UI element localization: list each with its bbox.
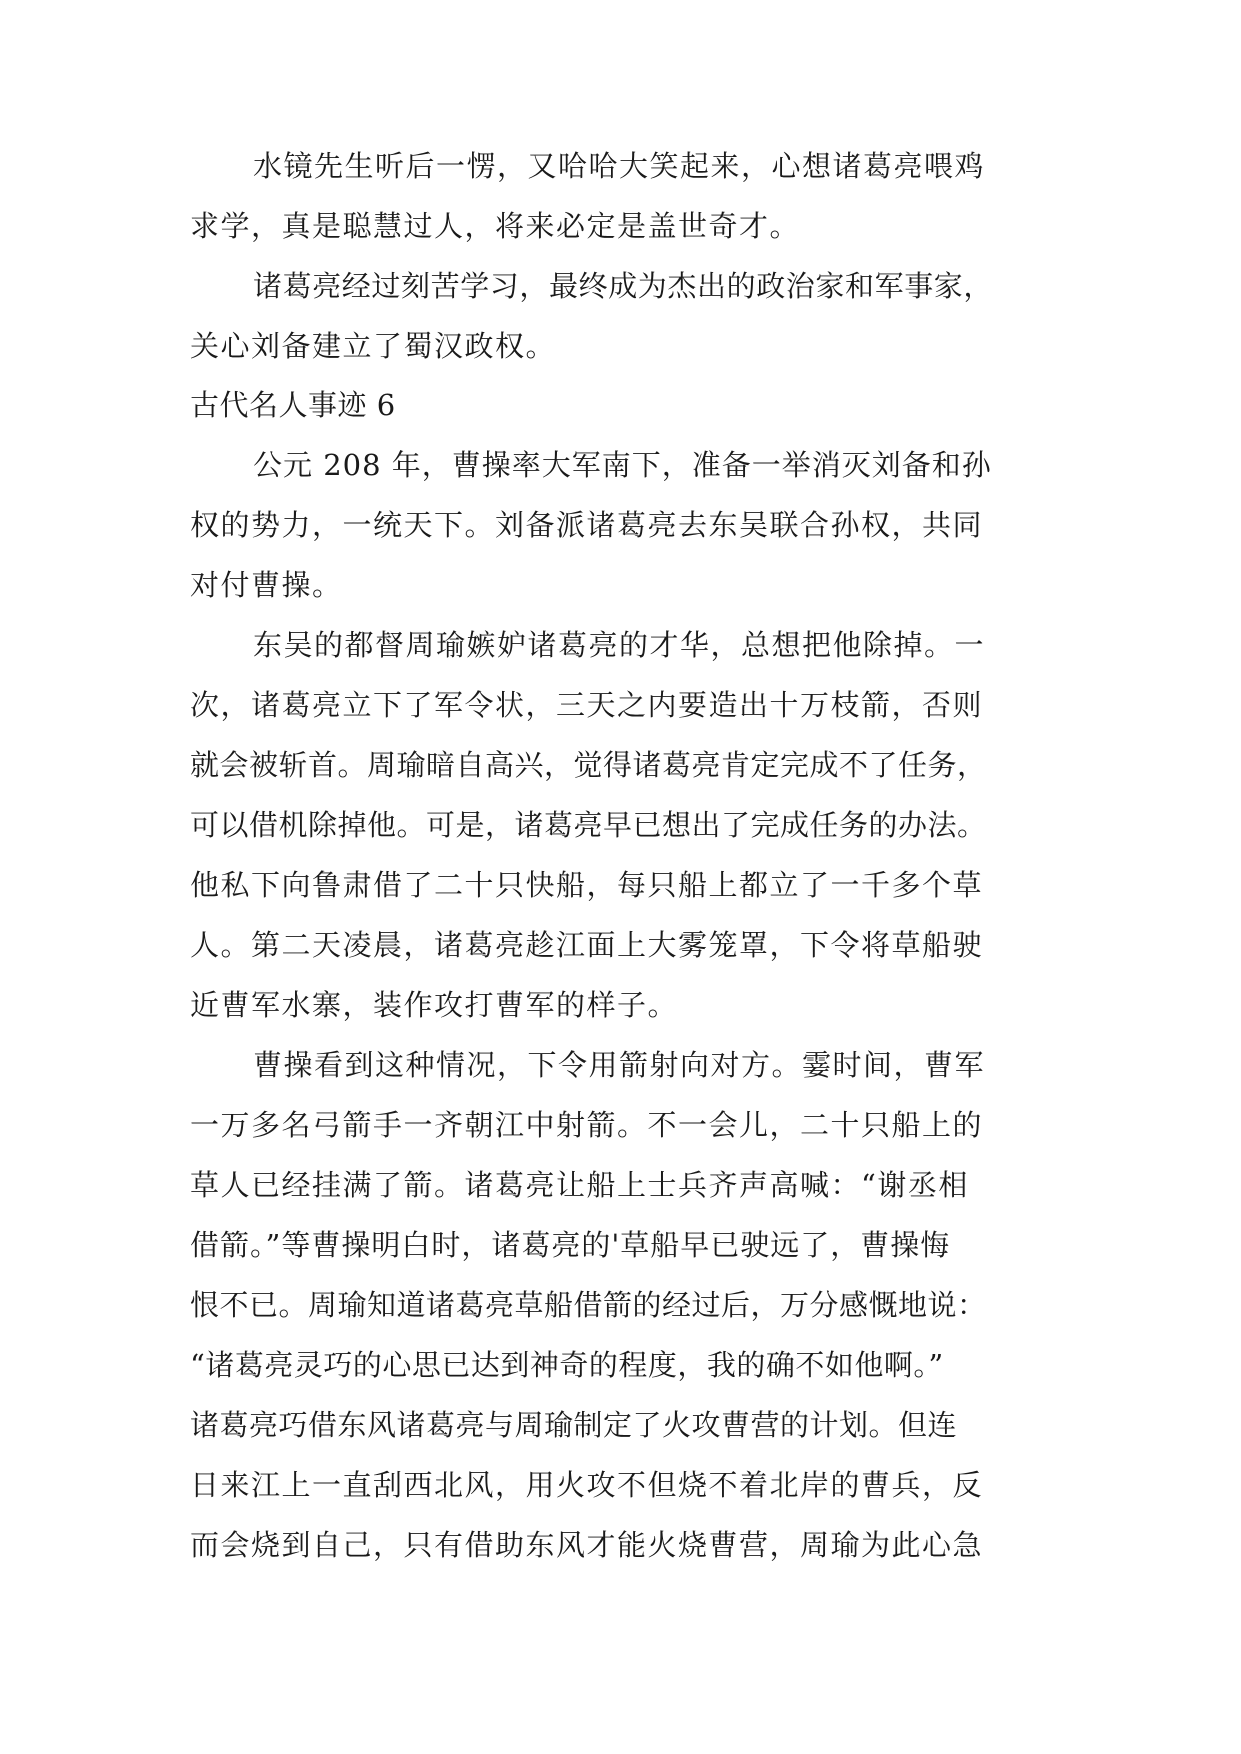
paragraph-line: 草人已经挂满了箭。诸葛亮让船上士兵齐声高喊：“谢丞相 [190,1168,969,1202]
paragraph-line: 权的势力，一统天下。刘备派诸葛亮去东吴联合孙权，共同 [190,508,984,542]
paragraph-line: 可以借机除掉他。可是，诸葛亮早已想出了完成任务的办法。 [190,808,987,842]
paragraph-line: 恨不已。周瑜知道诸葛亮草船借箭的经过后，万分感慨地说： [190,1288,987,1322]
paragraph-line: 诸葛亮巧借东风诸葛亮与周瑜制定了火攻曹营的计划。但连 [190,1408,958,1442]
paragraph-line: 借箭。”等曹操明白时，诸葛亮的'草船早已驶远了，曹操悔 [190,1228,951,1262]
paragraph-line: 东吴的都督周瑜嫉妒诸葛亮的才华，总想把他除掉。一 [253,628,986,662]
paragraph-line: “诸葛亮灵巧的心思已达到神奇的程度，我的确不如他啊。” [190,1348,944,1382]
paragraph-line: 水镜先生听后一愣，又哈哈大笑起来，心想诸葛亮喂鸡 [253,149,986,183]
paragraph-line: 公元 208 年，曹操率大军南下，准备一举消灭刘备和孙 [253,448,992,482]
section-heading: 古代名人事迹 6 [190,388,396,422]
paragraph-line: 诸葛亮经过刻苦学习，最终成为杰出的政治家和军事家， [253,269,994,303]
paragraph-line: 关心刘备建立了蜀汉政权。 [190,329,557,363]
paragraph-line: 求学，真是聪慧过人，将来必定是盖世奇才。 [190,209,801,243]
paragraph-line: 人。第二天凌晨，诸葛亮趁江面上大雾笼罩，下令将草船驶 [190,928,984,962]
paragraph-line: 曹操看到这种情况，下令用箭射向对方。霎时间，曹军 [253,1048,986,1082]
paragraph-line: 而会烧到自己，只有借助东风才能火烧曹营，周瑜为此心急 [190,1528,984,1562]
paragraph-line: 对付曹操。 [190,568,343,602]
paragraph-line: 就会被斩首。周瑜暗自高兴，觉得诸葛亮肯定完成不了任务， [190,748,987,782]
paragraph-line: 次，诸葛亮立下了军令状，三天之内要造出十万枝箭，否则 [190,688,984,722]
paragraph-line: 日来江上一直刮西北风，用火攻不但烧不着北岸的曹兵，反 [190,1468,984,1502]
paragraph-line: 他私下向鲁肃借了二十只快船，每只船上都立了一千多个草 [190,868,984,902]
paragraph-line: 近曹军水寨，装作攻打曹军的样子。 [190,988,679,1022]
paragraph-line: 一万多名弓箭手一齐朝江中射箭。不一会儿，二十只船上的 [190,1108,984,1142]
